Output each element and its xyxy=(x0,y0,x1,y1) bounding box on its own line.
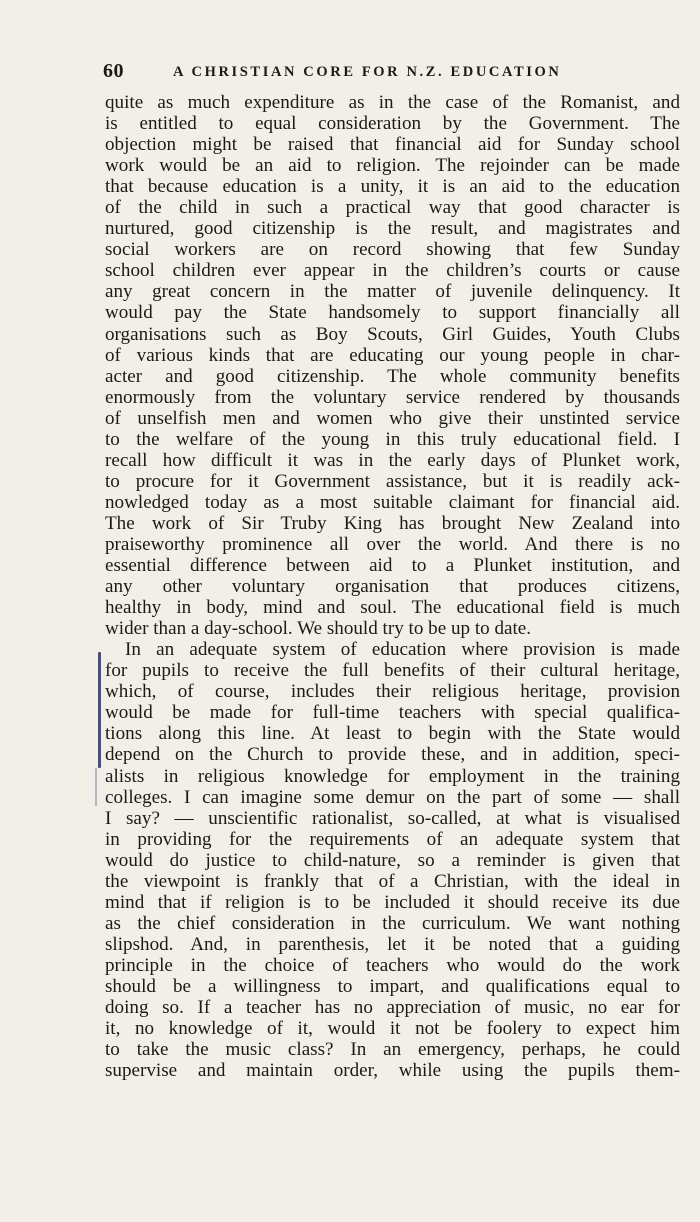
text-line: mind that if religion is to be included it should receive its due xyxy=(105,891,680,913)
text-line: of the child in such a practical way that good character is xyxy=(105,197,680,219)
text-line: should be a willingness to impart, and qualifications equal to xyxy=(105,975,680,997)
text-line: quite as much expenditure as in the case of the Romanist, and xyxy=(105,92,680,113)
text-line: for pupils to receive the full benefits of their cultural heritage, xyxy=(105,660,680,682)
text-line: the viewpoint is frankly that of a Christian, with the ideal in xyxy=(105,870,680,892)
text-line: praiseworthy prominence all over the world. And there is no xyxy=(105,533,680,555)
text-line: is entitled to equal consideration by the Government. The xyxy=(105,113,680,135)
text-line: work would be an aid to religion. The rejoinder can be made xyxy=(105,155,680,177)
text-line: which, of course, includes their religious heritage, provision xyxy=(105,681,680,703)
text-line: depend on the Church to provide these, and in addition, speci- xyxy=(105,744,680,766)
text-line: organisations such as Boy Scouts, Girl Guides, Youth Clubs xyxy=(105,323,680,345)
text-line: of unselfish men and women who give their unstinted service xyxy=(105,407,680,429)
text-line: recall how difficult it was in the early days of Plunket work, xyxy=(105,449,680,471)
text-line: it, no knowledge of it, would it not be foolery to expect him xyxy=(105,1018,680,1040)
page-number: 60 xyxy=(103,60,124,82)
text-line: principle in the choice of teachers who would do the work xyxy=(105,954,680,976)
text-line: to procure for it Government assistance, but it is readily ack- xyxy=(105,470,680,492)
text-line: any great concern in the matter of juvenile delinquency. It xyxy=(105,281,680,303)
text-line: healthy in body, mind and soul. The educational field is much xyxy=(105,597,680,619)
text-line: would pay the State handsomely to support financially all xyxy=(105,302,680,324)
text-line: any other voluntary organisation that produces citizens, xyxy=(105,576,680,598)
text-line: tions along this line. At least to begin with the State would xyxy=(105,723,680,745)
text-line: supervise and maintain order, while using the pupils them- xyxy=(105,1060,680,1082)
text-line: as the chief consideration in the curriculum. We want nothing xyxy=(105,912,680,934)
running-head xyxy=(103,58,683,86)
text-line: colleges. I can imagine some demur on the part of some — shall xyxy=(105,786,680,808)
text-line: essential difference between aid to a Plunket institution, and xyxy=(105,555,680,577)
margin-pencil-mark xyxy=(98,652,101,768)
text-line: nurtured, good citizenship is the result, and magistrates and xyxy=(105,218,680,240)
text-line: school children ever appear in the children’s courts or cause xyxy=(105,260,680,282)
body-text xyxy=(105,92,680,1081)
text-line-paragraph-end: wider than a day-school. We should try to be up to date. xyxy=(105,618,532,640)
text-line: objection might be raised that financial aid for Sunday school xyxy=(105,134,680,156)
text-line: acter and good citizenship. The whole community benefits xyxy=(105,365,680,387)
text-line: alists in religious knowledge for employment in the training xyxy=(105,765,680,787)
text-line: would do justice to child-nature, so a reminder is given that xyxy=(105,849,680,871)
text-line: The work of Sir Truby King has brought New Zealand into xyxy=(105,512,680,534)
running-title: A CHRISTIAN CORE FOR N.Z. EDUCATION xyxy=(173,64,562,80)
text-line: enormously from the voluntary service rendered by thousands xyxy=(105,386,680,408)
text-line: in providing for the requirements of an adequate system that xyxy=(105,828,680,850)
text-line: to the welfare of the young in this truly educational field. I xyxy=(105,428,680,450)
text-line: to take the music class? In an emergency, perhaps, he could xyxy=(105,1039,680,1061)
text-line: of various kinds that are educating our young people in char- xyxy=(105,344,680,366)
margin-pencil-mark-faint xyxy=(95,768,97,806)
text-line: slipshod. And, in parenthesis, let it be noted that a guiding xyxy=(105,933,680,955)
text-line-paragraph-start: In an adequate system of education where provision is made xyxy=(125,639,680,661)
text-line: nowledged today as a most suitable claimant for financial aid. xyxy=(105,491,680,513)
text-line: doing so. If a teacher has no appreciation of music, no ear for xyxy=(105,997,680,1019)
text-line: social workers are on record showing that few Sunday xyxy=(105,239,680,261)
text-line: I say? — unscientific rationalist, so-called, at what is visualised xyxy=(105,807,680,829)
text-line: would be made for full-time teachers with special qualifica- xyxy=(105,702,680,724)
text-line: that because education is a unity, it is an aid to the education xyxy=(105,176,680,198)
